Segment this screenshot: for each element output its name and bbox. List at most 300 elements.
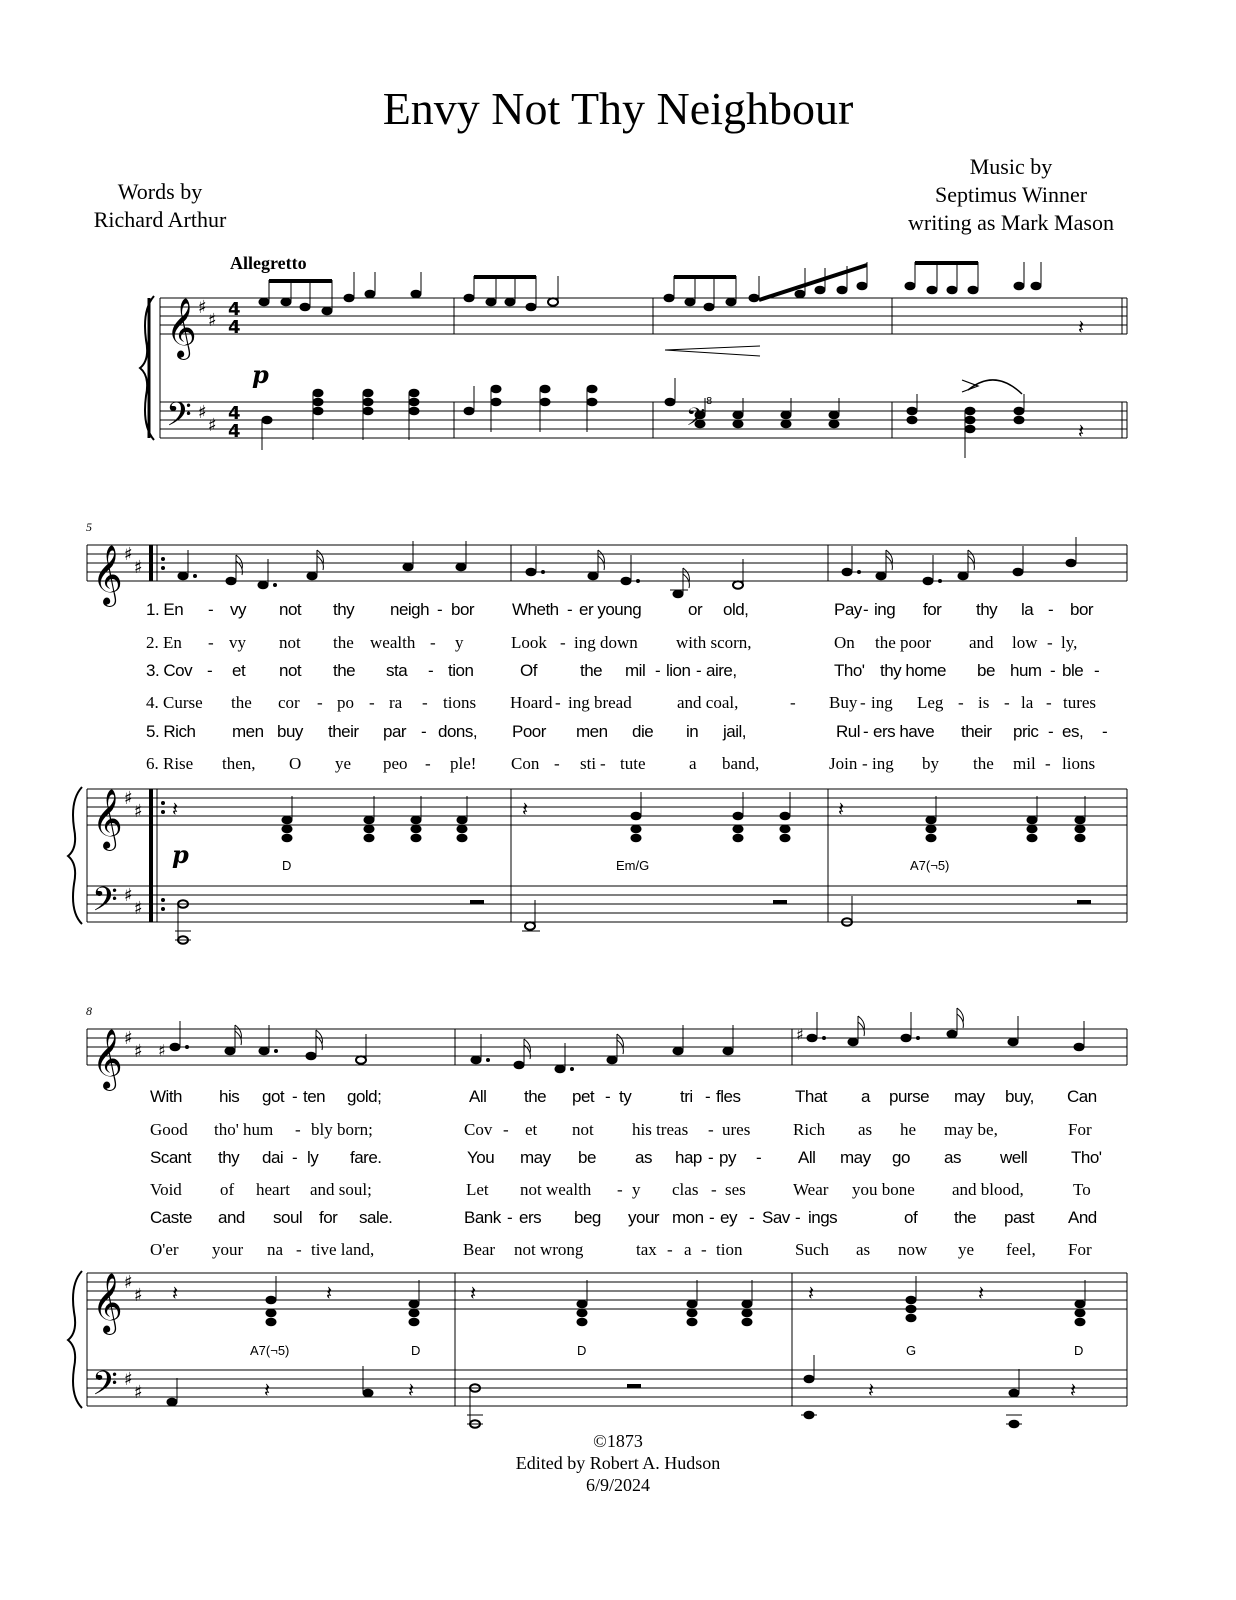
svg-text:𝄞: 𝄞 [166, 298, 197, 358]
lyric-v1: Can [1067, 1087, 1097, 1106]
lyric-v6: Bear [463, 1240, 496, 1259]
lyric-v1: ing [874, 600, 896, 619]
lyric-v4: heart [256, 1180, 290, 1199]
lyric-v1: bor [451, 600, 475, 619]
lyric-v2: tho' hum [214, 1120, 274, 1139]
lyric-v3: You [467, 1148, 495, 1167]
lyric-v2: the [333, 633, 354, 652]
lyric-v5: for [319, 1208, 338, 1227]
lyric-v5: par [383, 722, 407, 741]
lyric-v6: band, [722, 754, 760, 773]
lyric-v6: - [425, 754, 431, 773]
lyric-v5: men [232, 722, 264, 741]
lyric-v6: mil [1013, 754, 1036, 773]
lyric-v1: - [437, 600, 443, 619]
lyric-v6: - [296, 1240, 302, 1259]
lyric-v4: - [422, 693, 428, 712]
lyric-v2: - [1047, 633, 1053, 652]
lyric-v4: la [1021, 693, 1034, 712]
svg-text:♯: ♯ [134, 801, 143, 822]
lyric-v2: low [1012, 633, 1038, 652]
svg-text:♯: ♯ [208, 310, 217, 331]
lyric-v4: ing bread [568, 693, 632, 712]
lyric-v6: Join [829, 754, 858, 773]
svg-text:♯: ♯ [134, 557, 143, 578]
m4-treble-notes [905, 262, 1084, 339]
lyric-v1: Wheth [512, 600, 559, 619]
song-title: Envy Not Thy Neighbour [382, 83, 854, 134]
svg-text:♯: ♯ [134, 1285, 143, 1306]
lyric-v2: et [525, 1120, 538, 1139]
lyric-v3: All [798, 1148, 816, 1167]
lyric-v4: cor [278, 693, 300, 712]
lyric-v2: Look [511, 633, 547, 652]
lyric-v1: neigh [390, 600, 430, 619]
svg-text:♯: ♯ [158, 1041, 166, 1060]
chord-symbol: G [906, 1343, 917, 1358]
svg-text:♯: ♯ [124, 1272, 133, 1293]
lyric-v2: 2. En [146, 633, 182, 652]
lyric-v5: your [628, 1208, 660, 1227]
svg-text:♯: ♯ [124, 788, 133, 809]
lyric-v3: - [207, 661, 213, 680]
lyric-v4: ses [725, 1180, 746, 1199]
lyric-v3: - [756, 1148, 762, 1167]
words-credit-label: Words by [117, 179, 203, 204]
lyric-v5: the [954, 1208, 977, 1227]
lyric-v4: tures [1063, 693, 1097, 712]
lyric-v4: Hoard [510, 693, 553, 712]
lyric-v3: may [840, 1148, 871, 1167]
svg-text:♯: ♯ [208, 415, 217, 436]
svg-text:𝄽: 𝄽 [172, 1281, 179, 1305]
lyric-v5: Caste [150, 1208, 192, 1227]
lyric-v3: 3. Cov [146, 661, 193, 680]
lyric-v2: y [455, 633, 464, 652]
lyric-v5: - [507, 1208, 513, 1227]
lyric-v1: thy [333, 600, 355, 619]
lyric-v1: la [1021, 600, 1034, 619]
lyric-v4: - [317, 693, 323, 712]
lyric-v1: thy [976, 600, 998, 619]
svg-text:𝄢: 𝄢 [92, 881, 118, 927]
svg-text:4: 4 [228, 421, 241, 442]
svg-text:♯: ♯ [124, 1028, 133, 1049]
svg-text:𝄞: 𝄞 [92, 789, 123, 849]
svg-text:𝄽: 𝄽 [1070, 1378, 1077, 1402]
lyric-v6: ple! [450, 754, 477, 773]
lyric-v2: ing down [574, 633, 638, 652]
lyric-v4: To [1073, 1180, 1091, 1199]
lyric-v2: Rich [793, 1120, 826, 1139]
lyric-v5: jail, [723, 722, 747, 741]
lyric-v5: - [421, 722, 427, 741]
lyric-v6: lions [1062, 754, 1096, 773]
lyric-v4: - [1046, 693, 1052, 712]
lyric-v1: his [219, 1087, 240, 1106]
lyric-v3: py [719, 1148, 736, 1167]
lyric-v5: And [1068, 1208, 1097, 1227]
lyric-v3: the [333, 661, 356, 680]
lyric-v4: clas [672, 1180, 699, 1199]
svg-text:𝄽: 𝄽 [978, 1281, 985, 1305]
system1-bass-notes [262, 378, 1084, 458]
lyric-v4: ing [871, 693, 893, 712]
svg-text:𝄽: 𝄽 [868, 1378, 875, 1402]
lyric-v3: - [655, 661, 661, 680]
lyric-v2: - [503, 1120, 509, 1139]
measure-number-8: 8 [86, 1004, 92, 1018]
lyric-v5: es, [1062, 722, 1084, 741]
chord-symbol: A7(¬5) [250, 1343, 290, 1358]
lyric-v6: by [922, 754, 939, 773]
lyric-v4: and blood, [952, 1180, 1024, 1199]
tempo-marking: Allegretto [230, 253, 307, 273]
lyric-v2: may be, [944, 1120, 998, 1139]
lyric-v5: Sav [762, 1208, 790, 1227]
lyric-v5: sale. [359, 1208, 393, 1227]
lyric-v1: That [795, 1087, 828, 1106]
lyric-v2: - [208, 633, 214, 652]
lyric-v1: gold; [347, 1087, 382, 1106]
lyric-v1: for [923, 600, 942, 619]
composer-pseudonym: writing as Mark Mason [908, 210, 1114, 235]
svg-text:♯: ♯ [198, 402, 207, 423]
svg-text:4: 4 [228, 403, 241, 424]
lyric-v5: - [863, 722, 869, 741]
svg-text:𝄽: 𝄽 [408, 1378, 415, 1402]
lyric-v4: the [231, 693, 252, 712]
svg-text:𝄢: 𝄢 [166, 396, 192, 442]
lyric-v4: - [555, 693, 561, 712]
lyric-v6: Such [795, 1240, 829, 1259]
lyric-v2: On [834, 633, 855, 652]
lyric-v6: a [684, 1240, 692, 1259]
lyric-v4: ra [389, 693, 403, 712]
lyric-v6: - [1045, 754, 1051, 773]
lyric-v2: ures [722, 1120, 751, 1139]
svg-text:𝄽: 𝄽 [1078, 419, 1085, 443]
lyric-v5: ey [720, 1208, 737, 1227]
lyric-v6: - [701, 1240, 707, 1259]
lyric-v5: Poor [512, 722, 546, 741]
lyric-v1: bor [1070, 600, 1094, 619]
lyric-v4: not wealth [520, 1180, 592, 1199]
dynamic-piano-verse: p [172, 840, 189, 869]
lyric-v1: vy [230, 600, 246, 619]
lyric-v5: and [218, 1208, 245, 1227]
lyric-v3: - [708, 1148, 714, 1167]
lyric-v2: ly, [1061, 633, 1078, 652]
editor-credit: Edited by Robert A. Hudson [515, 1453, 721, 1473]
svg-text:8: 8 [706, 396, 713, 407]
lyric-v5: men [576, 722, 608, 741]
lyric-v1: tri [680, 1087, 693, 1106]
lyric-v5: of [904, 1208, 918, 1227]
lyric-v6: a [689, 754, 697, 773]
lyric-v1: may [954, 1087, 985, 1106]
chord-symbol: D [411, 1343, 421, 1358]
lyric-v6: Con [511, 754, 540, 773]
lyric-v5: dons, [438, 722, 478, 741]
svg-text:♯: ♯ [124, 885, 133, 906]
lyric-v6: tax [636, 1240, 657, 1259]
lyric-v5: Rul [836, 722, 861, 741]
lyric-v3: - [696, 661, 702, 680]
lyric-v1: not [279, 600, 302, 619]
lyric-v4: Leg [917, 693, 944, 712]
lyric-v2: his treas [632, 1120, 689, 1139]
lyric-v3: be [977, 661, 995, 680]
svg-text:𝄞: 𝄞 [92, 545, 123, 605]
copyright: ©1873 [593, 1431, 643, 1451]
lyric-v4: Buy [829, 693, 858, 712]
lyric-v2: wealth [370, 633, 416, 652]
system2-voice-staff [87, 545, 1127, 581]
lyric-v2: not [572, 1120, 594, 1139]
lyric-v3: Tho' [834, 661, 865, 680]
lyric-v4: Void [150, 1180, 182, 1199]
lyric-v4: of [220, 1180, 235, 1199]
lyric-v5: soul [273, 1208, 303, 1227]
lyric-v3: as [635, 1148, 652, 1167]
lyric-v3: - [1050, 661, 1056, 680]
lyric-v3: hum [1010, 661, 1042, 680]
lyric-v5: their [328, 722, 359, 741]
lyric-v6: ing [872, 754, 894, 773]
lyric-v3: thy [218, 1148, 240, 1167]
lyric-v3: ly [307, 1148, 319, 1167]
lyric-v5: ers have [873, 722, 935, 741]
lyric-v6: then, [222, 754, 256, 773]
lyric-v4: is [978, 693, 990, 712]
lyric-v2: vy [229, 633, 246, 652]
svg-text:𝄢: 𝄢 [686, 403, 706, 438]
svg-text:𝄢: 𝄢 [92, 1365, 118, 1411]
lyric-v5: pric [1013, 722, 1039, 741]
lyric-v3: go [892, 1148, 910, 1167]
lyric-v3: fare. [350, 1148, 382, 1167]
system2-voice-notes [178, 537, 1076, 598]
svg-text:𝄽: 𝄽 [1078, 315, 1085, 339]
lyric-v1: - [567, 600, 573, 619]
lyric-v3: - [292, 1148, 298, 1167]
svg-text:♯: ♯ [198, 297, 207, 318]
lyric-v6: the [973, 754, 994, 773]
lyric-v6: now [898, 1240, 928, 1259]
lyric-v6: - [862, 754, 868, 773]
lyric-v2: with scorn, [676, 633, 752, 652]
lyric-v3: thy home [880, 661, 946, 680]
lyric-v3: hap [675, 1148, 702, 1167]
lyric-v6: feel, [1006, 1240, 1036, 1259]
edit-date: 6/9/2024 [585, 1475, 650, 1495]
lyricist-name: Richard Arthur [93, 207, 227, 232]
lyric-v3: et [232, 661, 246, 680]
lyric-v2: bly born; [311, 1120, 373, 1139]
lyric-v2: he [900, 1120, 917, 1139]
lyric-v6: For [1068, 1240, 1092, 1259]
lyric-v3: - [428, 661, 434, 680]
lyric-v6: - [554, 754, 560, 773]
svg-text:4: 4 [228, 317, 241, 338]
lyric-v1: With [150, 1087, 182, 1106]
lyric-v4: - [369, 693, 375, 712]
svg-text:♯: ♯ [134, 898, 143, 919]
svg-text:♯: ♯ [134, 1041, 143, 1062]
system3-piano-bass-staff [87, 1370, 1127, 1406]
lyric-v1: ty [619, 1087, 632, 1106]
lyric-v4: - [711, 1180, 717, 1199]
dynamic-piano-intro: p [252, 360, 269, 389]
m1-treble-notes [259, 272, 421, 315]
lyric-v1: - [292, 1087, 298, 1106]
measure-number-5: 5 [86, 520, 92, 534]
svg-text:𝄽: 𝄽 [326, 1281, 333, 1305]
chord-symbol: D [577, 1343, 587, 1358]
lyric-v4: Wear [793, 1180, 829, 1199]
lyric-v2: - [560, 633, 566, 652]
svg-text:♯: ♯ [124, 1369, 133, 1390]
lyric-v5: - [1102, 722, 1108, 741]
lyric-v5: 5. Rich [146, 722, 196, 741]
lyric-v2: Good [150, 1120, 188, 1139]
lyric-v6: your [212, 1240, 244, 1259]
lyric-v5: beg [574, 1208, 601, 1227]
svg-text:♯: ♯ [796, 1025, 804, 1044]
lyric-v3: - [1094, 661, 1100, 680]
lyric-v5: - [795, 1208, 801, 1227]
lyric-v6: sti [580, 754, 597, 773]
lyric-v1: Pay [834, 600, 862, 619]
svg-text:♯: ♯ [134, 1382, 143, 1403]
lyric-v4: - [617, 1180, 623, 1199]
lyric-v3: sta [386, 661, 408, 680]
lyric-v4: - [958, 693, 964, 712]
lyric-v3: may [520, 1148, 551, 1167]
lyric-v6: tive land, [311, 1240, 375, 1259]
svg-text:4: 4 [228, 299, 241, 320]
lyric-v2: not [279, 633, 301, 652]
lyric-v1: er young [579, 600, 642, 619]
lyric-v1: - [705, 1087, 711, 1106]
lyric-v4: 4. Curse [146, 693, 203, 712]
lyric-v5: - [1048, 722, 1054, 741]
lyric-v3: dai [262, 1148, 284, 1167]
lyric-v2: For [1068, 1120, 1092, 1139]
lyric-v1: - [208, 600, 214, 619]
lyric-v4: - [790, 693, 796, 712]
lyric-v3: aire, [706, 661, 737, 680]
lyric-v1: old, [723, 600, 749, 619]
lyric-v1: All [469, 1087, 487, 1106]
svg-text:𝄽: 𝄽 [838, 797, 845, 821]
lyric-v2: - [708, 1120, 714, 1139]
system3-piano-treble-staff [87, 1273, 1127, 1309]
svg-text:𝄽: 𝄽 [172, 797, 179, 821]
lyric-v1: - [1048, 600, 1054, 619]
lyric-v3: tion [448, 661, 474, 680]
composer-name: Septimus Winner [934, 182, 1088, 207]
lyric-v5: ers [519, 1208, 542, 1227]
svg-text:𝄽: 𝄽 [264, 1378, 271, 1402]
svg-text:𝄽: 𝄽 [808, 1281, 815, 1305]
lyric-v4: - [860, 693, 866, 712]
chord-symbol: A7(¬5) [910, 858, 950, 873]
system3-piano-notes [167, 1276, 1085, 1428]
svg-text:𝄞: 𝄞 [92, 1029, 123, 1089]
lyric-v6: 6. Rise [146, 754, 194, 773]
lyric-v1: purse [889, 1087, 930, 1106]
lyric-v5: their [961, 722, 992, 741]
lyric-v3: not [279, 661, 302, 680]
chord-symbol: D [282, 858, 292, 873]
lyric-v2: and [969, 633, 994, 652]
lyric-v2: - [295, 1120, 301, 1139]
lyric-v5: Bank [464, 1208, 501, 1227]
lyric-v4: Let [466, 1180, 489, 1199]
lyric-v1: ten [303, 1087, 326, 1106]
lyric-v1: buy, [1005, 1087, 1034, 1106]
lyric-v1: 1. En [146, 600, 184, 619]
lyric-v6: ye [958, 1240, 975, 1259]
svg-text:♯: ♯ [124, 544, 133, 565]
lyric-v5: - [709, 1208, 715, 1227]
lyric-v6: O [289, 754, 302, 773]
lyric-v6: ye [335, 754, 352, 773]
system1-bass-staff [160, 402, 1127, 438]
lyric-v6: tion [716, 1240, 743, 1259]
lyric-v3: Tho' [1071, 1148, 1102, 1167]
lyric-v4: po [337, 693, 354, 712]
music-credit-label: Music by [969, 154, 1053, 179]
system2-piano-bass-staff [87, 886, 1127, 922]
svg-text:𝄽: 𝄽 [470, 1281, 477, 1305]
lyric-v4: and soul; [310, 1180, 372, 1199]
lyric-v1: pet [572, 1087, 595, 1106]
chord-symbol: Em/G [616, 858, 650, 873]
lyric-v3: mil [625, 661, 646, 680]
lyric-v4: - [1004, 693, 1010, 712]
lyric-v2: Cov [464, 1120, 493, 1139]
lyric-v6: O'er [150, 1240, 179, 1259]
chord-symbol: D [1074, 1343, 1084, 1358]
system2-piano-treble-staff [87, 789, 1127, 825]
lyric-v6: tute [620, 754, 646, 773]
lyric-v6: - [667, 1240, 673, 1259]
lyric-v3: well [1000, 1148, 1028, 1167]
system3-voice-notes [158, 1008, 1084, 1073]
lyric-v3: Of [520, 661, 537, 680]
lyric-v4: tions [443, 693, 477, 712]
lyric-v3: ble [1062, 661, 1084, 680]
lyric-v1: - [605, 1087, 611, 1106]
lyric-v6: peo [383, 754, 408, 773]
lyric-v5: past [1004, 1208, 1035, 1227]
lyric-v2: as [858, 1120, 873, 1139]
m2-treble-notes [464, 276, 558, 311]
lyric-v3: lion [666, 661, 691, 680]
lyric-v5: ings [808, 1208, 838, 1227]
lyric-v1: got [262, 1087, 285, 1106]
lyric-v3: as [944, 1148, 961, 1167]
lyric-v4: you bone [852, 1180, 915, 1199]
lyric-v2: - [430, 633, 436, 652]
lyric-v2: the poor [875, 633, 932, 652]
lyric-v5: in [686, 722, 699, 741]
lyric-v5: die [632, 722, 654, 741]
lyric-v1: fles [716, 1087, 741, 1106]
